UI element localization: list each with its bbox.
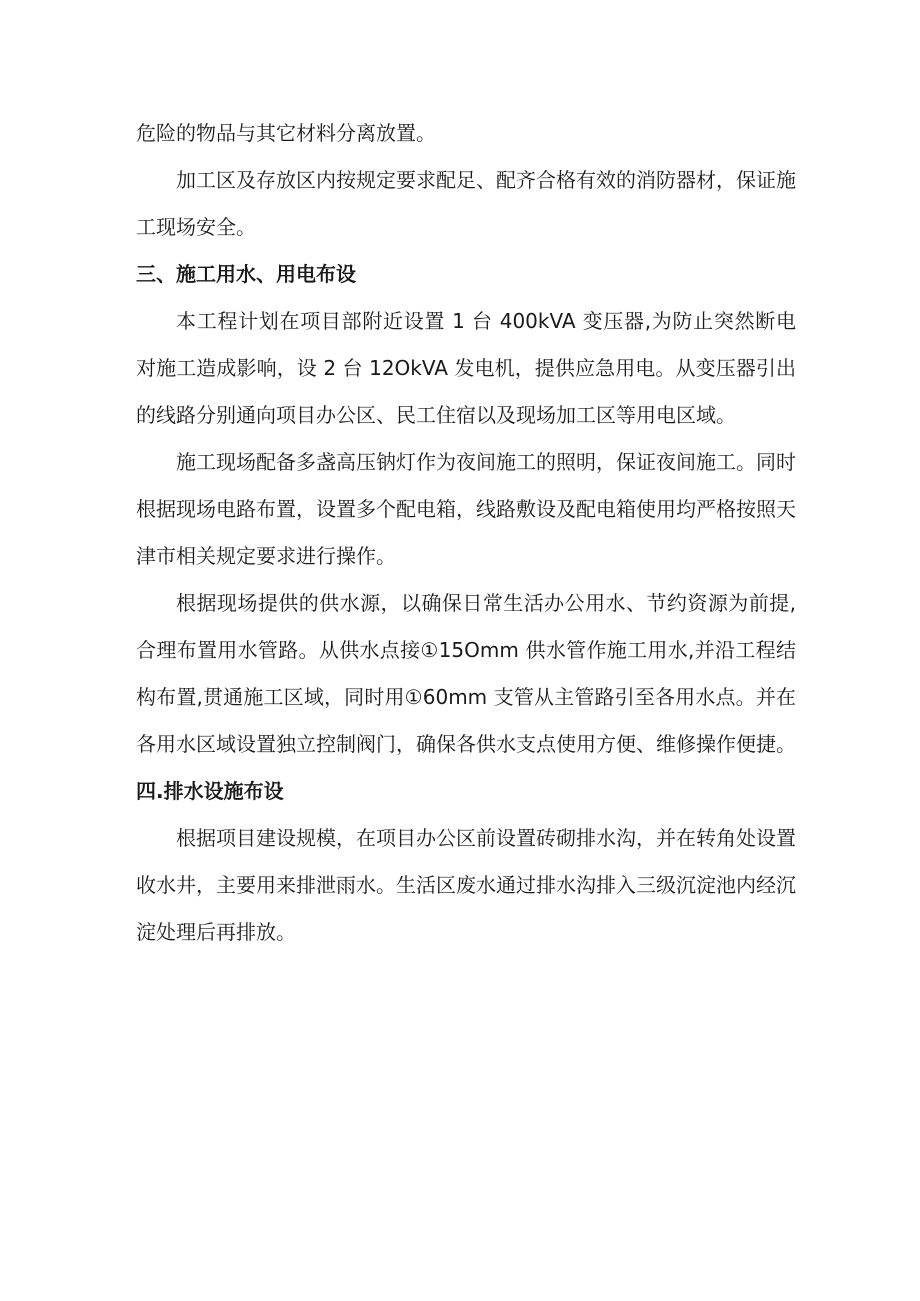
paragraph-transformer: 本工程计划在项目部附近设置 1 台 400kVA 变压器,为防止突然断电对施工造成影响，设 2 台 12OkVA 发电机，提供应急用电。从变压器引出的线路分别通向项目办公区、民工住宿以及现场加工区等用电区域。	[136, 309, 796, 427]
paragraph-fire-equipment: 加工区及存放区内按规定要求配足、配齐合格有效的消防器材，保证施工现场安全。	[136, 168, 796, 239]
paragraph-water-supply: 根据现场提供的供水源，以确保日常生活办公用水、节约资源为前提,合理布置用水管路。从供水点接①15Omm 供水管作施工用水,并沿工程结构布置,贯通施工区域，同时用①60mm 支管从主管路引至各用水点。并在各用水区域设置独立控制阀门，确保各供水支点使用方便、维修操作便捷。	[136, 591, 796, 756]
paragraph-continuation: 危险的物品与其它材料分离放置。	[136, 121, 436, 145]
paragraph-lighting: 施工现场配备多盏高压钠灯作为夜间施工的照明，保证夜间施工。同时根据现场电路布置，设置多个配电箱，线路敷设及配电箱使用均严格按照天津市相关规定要求进行操作。	[136, 450, 796, 568]
paragraph-drainage: 根据项目建设规模，在项目办公区前设置砖砌排水沟，并在转角处设置收水井，主要用来排泄雨水。生活区废水通过排水沟排入三级沉淀池内经沉淀处理后再排放。	[136, 826, 796, 944]
section-heading-water-power: 三、施工用水、用电布设	[136, 262, 356, 286]
section-heading-drainage: 四.排水设施布设	[136, 779, 284, 803]
